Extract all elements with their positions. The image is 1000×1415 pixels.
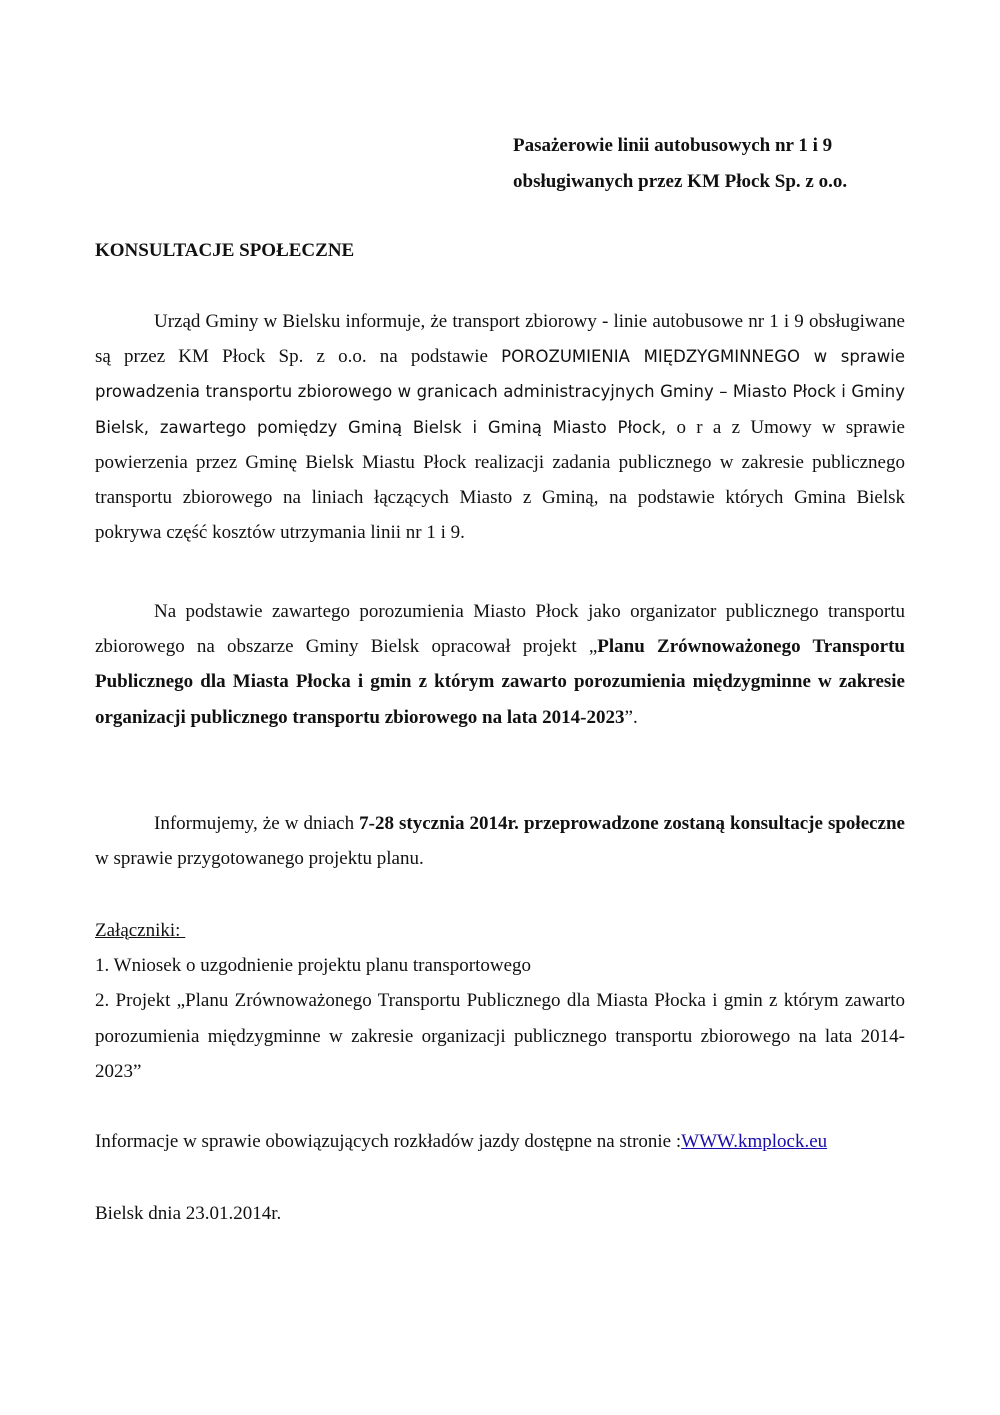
addressee-line-2: obsługiwanych przez KM Płock Sp. z o.o. — [513, 171, 848, 192]
timetable-info — [95, 1124, 905, 1159]
date-line: Bielsk dnia 23.01.2014r. — [95, 1203, 282, 1224]
paragraph3-text-c: w sprawie przygotowanego projektu planu. — [95, 848, 424, 870]
document-heading: KONSULTACJE SPOŁECZNE — [95, 240, 355, 261]
paragraph2-plan-title: Planu Zrównoważonego Transportu Publicznego dla Miasta Płocka i gmin z którym zawarto porozumienia międzygminne w zakresie organizacji publicznego transportu zbiorowego na lata 2014-2023 — [95, 636, 905, 728]
addressee-block — [513, 128, 953, 200]
paragraph-consultation-intro — [95, 304, 905, 550]
paragraph-plan-project — [95, 594, 905, 735]
attachments-title: Załączniki: — [95, 920, 186, 941]
attachment-item-2: 2. Projekt „Planu Zrównoważonego Transportu Publicznego dla Miasta Płocka i gmin z którym zawarto porozumienia międzygminne w zakresie organizacji publicznego transportu zbiorowego na lata 2014-2023” — [95, 990, 905, 1082]
paragraph-consultation-dates — [95, 806, 905, 876]
kmplock-website-link[interactable]: WWW.kmplock.eu — [681, 1131, 828, 1152]
paragraph1-text-a: Urząd Gminy w Bielsku informuje, że transport zbiorowy - linie autobusowe nr 1 i 9 obsługiwane są przez KM Płock Sp. z o.o. na podstawie — [95, 311, 905, 368]
timetable-info-text: Informacje w sprawie obowiązujących rozkładów jazdy dostępne na stronie : — [95, 1131, 682, 1152]
attachment-item-1: 1. Wniosek o uzgodnienie projektu planu transportowego — [95, 955, 532, 977]
paragraph3-dates-bold: 7-28 stycznia 2014r. przeprowadzone zostaną konsultacje społeczne — [359, 813, 905, 834]
paragraph3-text-a: Informujemy, że w dniach — [154, 813, 360, 834]
paragraph1-text-b: POROZUMIENIA MIĘDZYGMINNEGO w sprawie prowadzenia transportu zbiorowego w granicach administracyjnych Gminy – Miasto Płock i Gminy Bielsk, zawartego pomiędzy Gminą Bielsk i Gminą Miasto Płock, — [95, 347, 905, 437]
paragraph2-text-a: Na podstawie zawartego porozumienia Miasto Płock jako organizator publicznego transportu zbiorowego na obszarze Gminy Bielsk opracował projekt „ — [95, 601, 905, 658]
paragraph2-text-c: ”. — [624, 706, 638, 728]
addressee-line-1: Pasażerowie linii autobusowych nr 1 i 9 — [513, 135, 833, 156]
attachments-section — [95, 913, 905, 1089]
paragraph1-text-c: o r a z Umowy w sprawie powierzenia przez Gminę Bielsk Miastu Płock realizacji zadania publicznego w zakresie publicznego transportu zbiorowego na liniach łączących Miasto z Gminą, na podstawie których Gmina Bielsk pokrywa część kosztów utrzymania linii nr 1 i 9. — [95, 416, 905, 544]
